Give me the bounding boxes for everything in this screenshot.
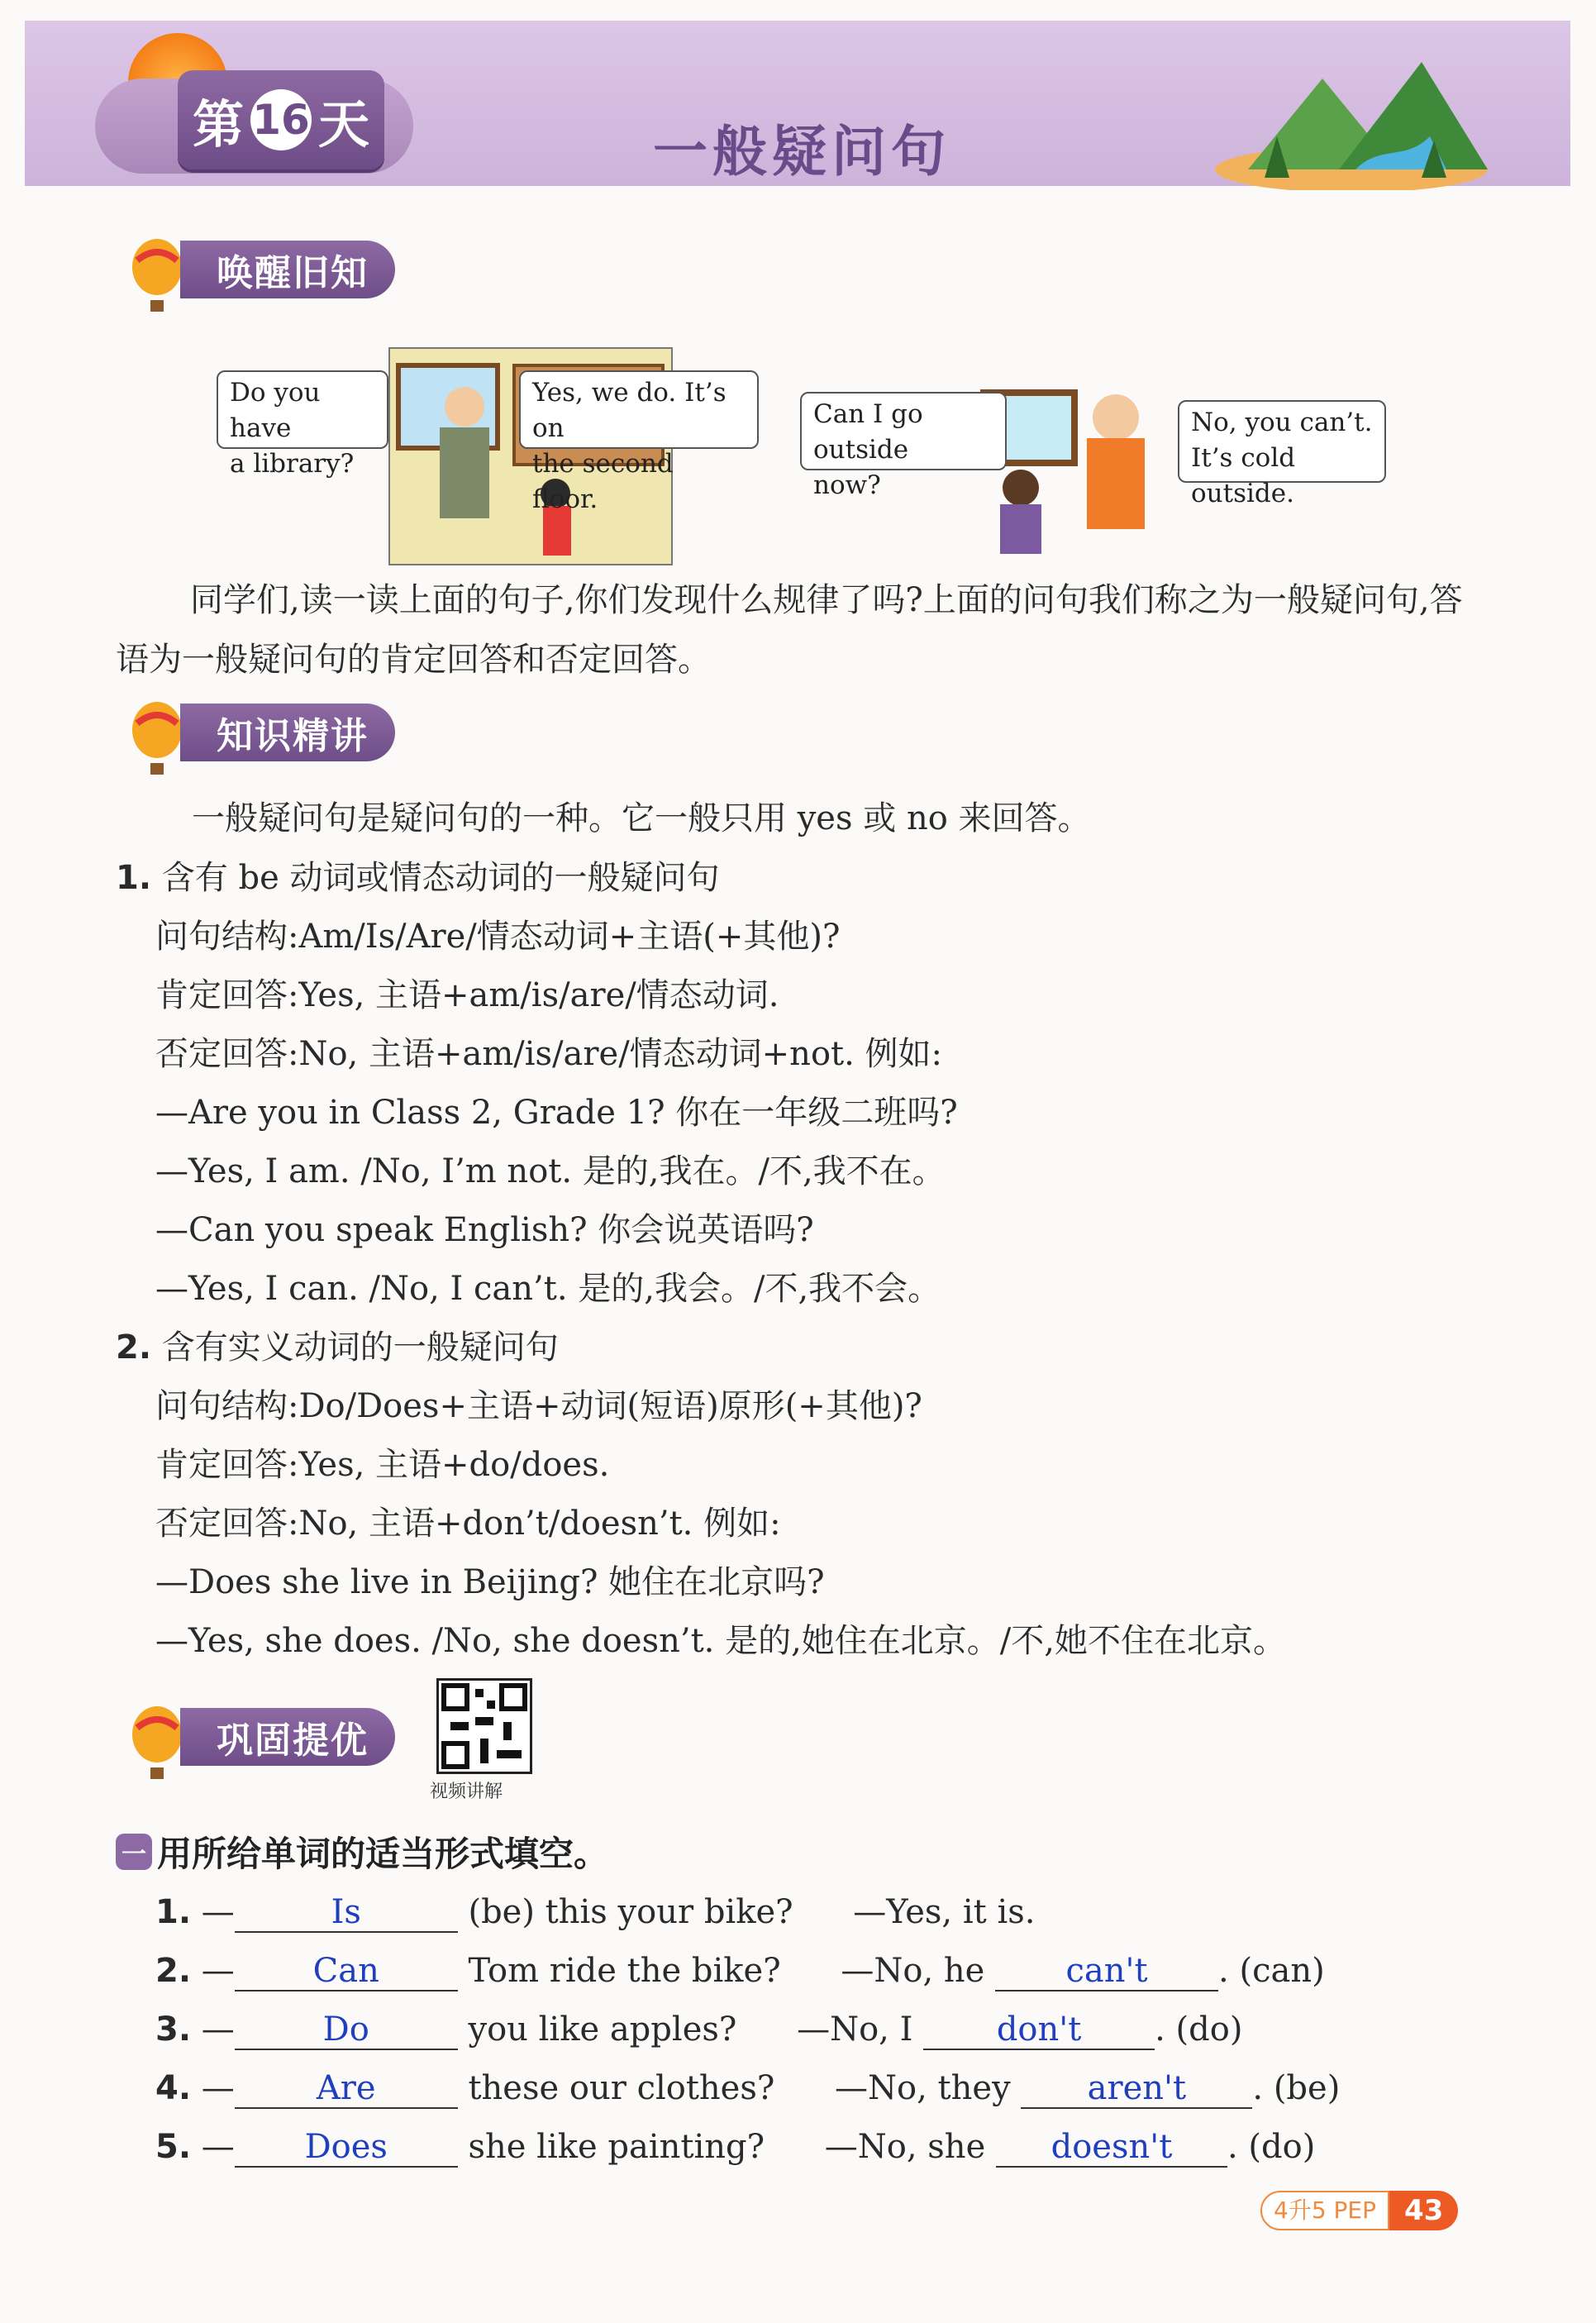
item-number: 3. xyxy=(155,2011,192,2049)
point-1-line: —Are you in Class 2, Grade 1? 你在一年级二班吗? xyxy=(155,1094,958,1132)
speech-bubble-4 xyxy=(1178,400,1386,508)
section-review xyxy=(116,236,413,302)
knowledge-lead: 一般疑问句是疑问句的一种。它一般只用 yes 或 no 来回答。 xyxy=(192,799,1091,837)
point-2-line: —Yes, she does. /No, she doesn’t. 是的,她住在北京。/不,她不住在北京。 xyxy=(155,1622,1286,1660)
answer-blank[interactable]: Is xyxy=(235,1893,458,1933)
answer-blank[interactable]: Does xyxy=(235,2128,458,2168)
day-suffix: 天 xyxy=(318,93,370,155)
point-2-line: 肯定回答:Yes, 主语+do/does. xyxy=(155,1446,610,1484)
hint-text: . (do) xyxy=(1155,2011,1243,2049)
exercise-row-5: 5. — Does she like painting? —No, she doesn't . (do) xyxy=(155,2128,1316,2166)
book-label: 4升5 PEP xyxy=(1260,2191,1389,2230)
bubble-4-line-2: It’s cold outside. xyxy=(1191,443,1296,508)
qr-caption: 视频讲解 xyxy=(430,1782,503,1802)
speech-bubble-2 xyxy=(519,370,759,514)
exercise-row-3: 3. — Do you like apples? —No, I don't . (do) xyxy=(155,2011,1243,2049)
point-2-title xyxy=(116,1321,559,1368)
exercise-row-1: 1. — Is (be) this your bike? —Yes, it is. xyxy=(155,1893,1036,1931)
bubble-4-line-1: No, you can’t. xyxy=(1191,408,1373,437)
footer-tag xyxy=(1260,2191,1458,2230)
speech-bubble-3 xyxy=(800,392,1007,500)
answer-blank[interactable]: can't xyxy=(995,1952,1218,1991)
answer-blank[interactable]: doesn't xyxy=(996,2128,1227,2168)
answer-blank[interactable]: Do xyxy=(235,2011,458,2050)
response-text: —Yes, it is. xyxy=(853,1893,1036,1931)
section-knowledge-label: 知识精讲 xyxy=(180,704,395,761)
item-number: 5. xyxy=(155,2128,192,2166)
day-badge xyxy=(178,70,384,169)
exercise-heading xyxy=(116,1827,608,1877)
section-knowledge xyxy=(116,699,413,765)
point-2-number: 2. xyxy=(116,1328,152,1367)
exercise-row-2: 2. — Can Tom ride the bike? —No, he can't . (can) xyxy=(155,1952,1325,1990)
exercise-badge: 一 xyxy=(116,1834,152,1870)
bubble-1-line-2: a library? xyxy=(230,449,355,479)
answer-blank[interactable]: aren't xyxy=(1021,2069,1252,2109)
point-1-line: —Yes, I can. /No, I can’t. 是的,我会。/不,我不会。 xyxy=(155,1270,941,1308)
qr-code-icon[interactable] xyxy=(436,1678,532,1774)
answer-blank[interactable]: Are xyxy=(235,2069,458,2109)
bubble-2-line-2: the second floor. xyxy=(532,449,674,514)
point-1-number: 1. xyxy=(116,859,152,897)
response-text: —No, they xyxy=(835,2069,1011,2107)
item-number: 1. xyxy=(155,1893,192,1931)
hint-text: . (can) xyxy=(1218,1952,1325,1990)
point-1-title-text: 含有 be 动词或情态动词的一般疑问句 xyxy=(161,859,720,897)
response-text: —No, I xyxy=(797,2011,913,2049)
bubble-2-line-1: Yes, we do. It’s on xyxy=(532,378,727,443)
speech-bubble-1 xyxy=(217,370,388,479)
hint-text: . (be) xyxy=(1252,2069,1341,2107)
question-text: these our clothes? xyxy=(468,2069,775,2107)
exercise-title: 用所给单词的适当形式填空。 xyxy=(157,1834,609,1874)
bubble-1-line-1: Do you have xyxy=(230,378,321,443)
question-text: she like painting? xyxy=(468,2128,765,2166)
item-number: 4. xyxy=(155,2069,192,2107)
page-title: 一般疑问句 xyxy=(653,120,950,184)
bubble-3-line-2: now? xyxy=(813,470,881,500)
hint-text: . (do) xyxy=(1227,2128,1316,2166)
point-2-line: —Does she live in Beijing? 她住在北京吗? xyxy=(155,1563,825,1601)
point-1-title xyxy=(116,851,719,899)
page-number: 43 xyxy=(1389,2191,1458,2230)
point-1-line: 问句结构:Am/Is/Are/情态动词+主语(+其他)? xyxy=(155,918,841,956)
day-prefix: 第 xyxy=(192,93,244,155)
point-1-line: —Can you speak English? 你会说英语吗? xyxy=(155,1211,814,1249)
intro-paragraph: 同学们,读一读上面的句子,你们发现什么规律了吗?上面的问句我们称之为一般疑问句,答语为一般疑问句的肯定回答和否定回答。 xyxy=(116,581,1463,679)
day-number: 16 xyxy=(250,89,312,150)
section-practice xyxy=(116,1703,413,1769)
point-2-line: 否定回答:No, 主语+don’t/doesn’t. 例如: xyxy=(155,1505,781,1543)
answer-blank[interactable]: don't xyxy=(923,2011,1155,2050)
section-practice-label: 巩固提优 xyxy=(180,1708,395,1766)
response-text: —No, she xyxy=(824,2128,986,2166)
bubble-3-line-1: Can I go outside xyxy=(813,399,923,465)
exercise-row-4: 4. — Are these our clothes? —No, they aren't . (be) xyxy=(155,2069,1341,2107)
point-1-line: 肯定回答:Yes, 主语+am/is/are/情态动词. xyxy=(155,976,779,1014)
question-text: you like apples? xyxy=(468,2011,737,2049)
point-2-line: 问句结构:Do/Does+主语+动词(短语)原形(+其他)? xyxy=(155,1387,922,1425)
question-text: Tom ride the bike? xyxy=(468,1952,781,1990)
item-number: 2. xyxy=(155,1952,192,1990)
response-text: —No, he xyxy=(841,1952,985,1990)
answer-blank[interactable]: Can xyxy=(235,1952,458,1991)
mountain-scenery-icon xyxy=(1215,45,1488,190)
section-review-label: 唤醒旧知 xyxy=(180,241,395,298)
point-1-line: 否定回答:No, 主语+am/is/are/情态动词+not. 例如: xyxy=(155,1035,943,1073)
point-2-title-text: 含有实义动词的一般疑问句 xyxy=(161,1328,559,1367)
question-text: (be) this your bike? xyxy=(468,1893,793,1931)
point-1-line: —Yes, I am. /No, I’m not. 是的,我在。/不,我不在。 xyxy=(155,1152,946,1190)
